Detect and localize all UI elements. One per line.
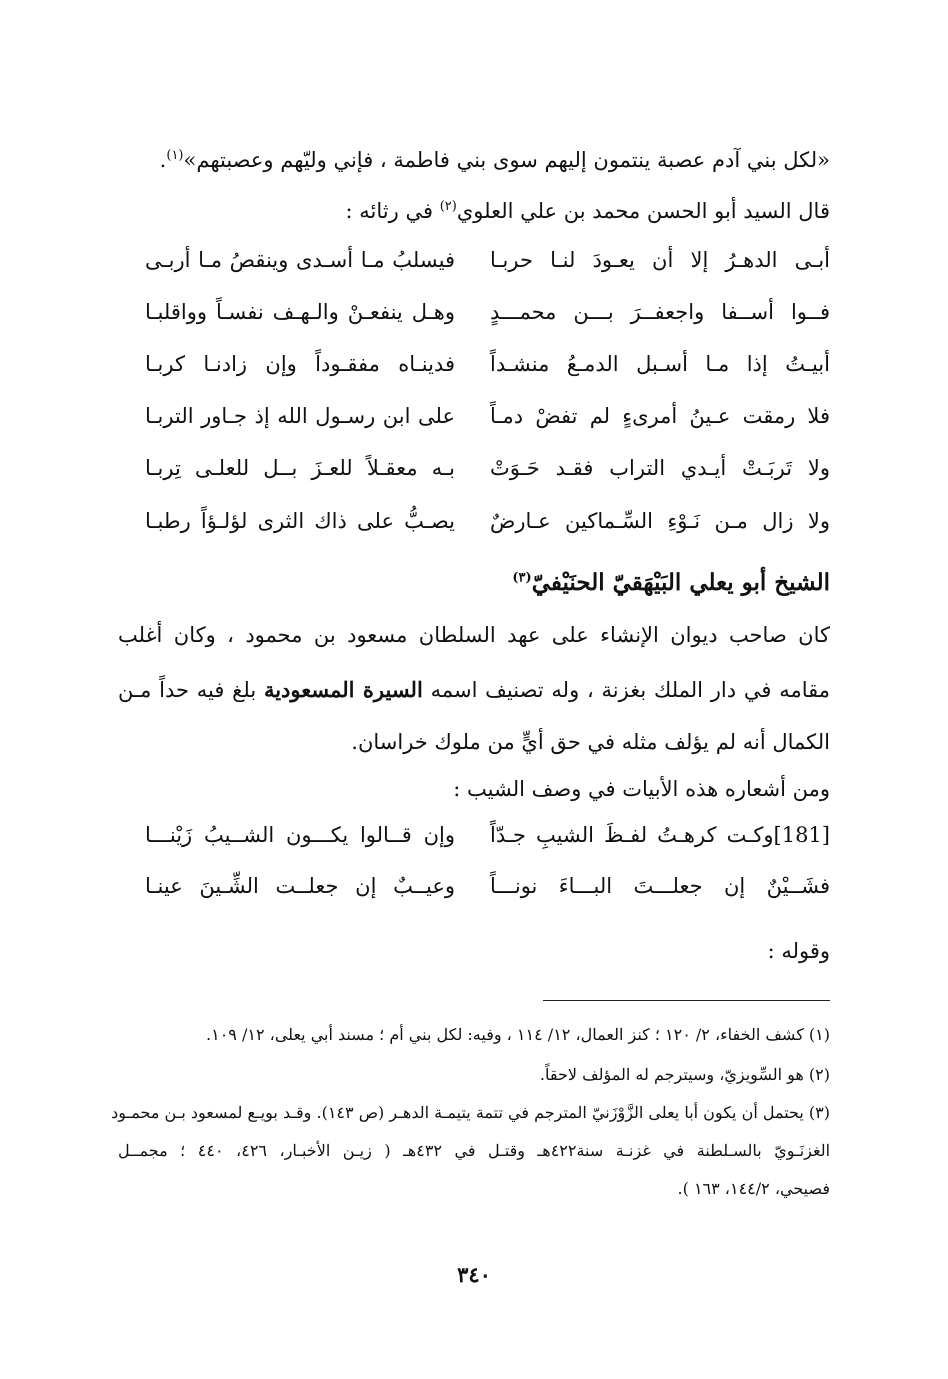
footnote-3-cont: الغزنَـويّ بالسـلطنة في غزنـة سنة٤٢٢هـ وقتـل في ٤٣٢هـ ( زيـن الأخبـار، ٤٢٦، ٤٤٠ ؛ مجمــل — [118, 1141, 831, 1160]
verse-first-hemistich: ولا تَربَـتْ أيـدي التراب فقـد حَـوَتْ — [490, 456, 830, 480]
hadith-quote — [95, 145, 830, 175]
bio-line — [118, 675, 830, 705]
poem1-verse — [95, 243, 830, 277]
footnote-2: (٢) هو السِّويزيّ، وسيترجم له المؤلف لاحقاً. — [539, 1065, 830, 1084]
bio-line: كان صاحب ديوان الإنشاء على عهد السلطان مسعود بن محمود ، وكان أغلب — [118, 623, 830, 647]
poem1-intro — [95, 196, 830, 226]
poem1-intro-text: قال السيد أبو الحسن محمد بن علي العلوي — [456, 199, 830, 223]
footnote-separator — [543, 1000, 830, 1001]
hadith-end: . — [159, 148, 167, 172]
bio-line-part: بلغ فيه حداً مـن — [118, 678, 264, 702]
poem1-verse — [95, 504, 830, 538]
poem2-verse — [95, 818, 830, 852]
verse-first-hemistich: فلا رمقت عـينُ أمرىءٍ لم تفضْ دمـاً — [490, 404, 830, 428]
poem2-intro: ومن أشعاره هذه الأبيات في وصف الشيب : — [453, 777, 830, 801]
footnote-1: (١) كشف الخفاء، ٢/ ١٢٠ ؛ كنز العمال، ١٢/ ١١٤ ، وفيه: لكل بني أم ؛ مسند أبي يعلى، ١٢/ ١٠٩. — [206, 1025, 830, 1044]
verse-second-hemistich: وعيــبٌ إن جعلــت الشِّـينَ عينـا — [145, 874, 455, 898]
bio-line: الكمال أنه لم يؤلف مثله في حق أيٍّ من ملوك خراسان. — [351, 730, 830, 754]
section-heading — [300, 566, 830, 600]
poem1-verse — [95, 347, 830, 381]
poem3-intro: وقوله : — [767, 939, 830, 963]
footnote-ref-3: (٣) — [512, 570, 532, 586]
verse-second-hemistich: وهـل ينفعـنْ والـهـف نفسـاً وواقلبـا — [145, 300, 455, 324]
poem1-intro-end: في رثائه : — [345, 199, 440, 223]
page-number: ٣٤٠ — [457, 1262, 491, 1287]
poem2-verse — [95, 869, 830, 903]
verse-first-hemistich: ولا زال مـن نَـوْءِ السِّـماكين عـارضٌ — [490, 509, 830, 533]
footnote-3: (٣) يحتمل أن يكون أبا يعلى الزَّوْزَنيّ المترجم في تتمة يتيمـة الدهـر (ص ١٤٣). وقـد بويـع لمسعود بـن محمـود — [111, 1103, 830, 1122]
verse-second-hemistich: على ابن رسـول الله إذ جـاور التربـا — [145, 404, 455, 428]
verse-first-hemistich: [181]وكـت كرهـتُ لفـظَ الشيبِ جـدّاً — [490, 823, 830, 847]
hadith-text: «لكل بني آدم عصبة ينتمون إليهم سوى بني فاطمة ، فإني وليّهم وعصبتهم» — [183, 148, 830, 172]
poem1-verse — [95, 399, 830, 433]
book-title: السيرة المسعودية — [263, 677, 423, 702]
verse-first-hemistich: أبـى الدهـرُ إلا أن يعـودَ لنـا حربـا — [490, 248, 830, 272]
verse-second-hemistich: بـه معقـلاً للعـزَ بــل للعلـى تِربـا — [145, 456, 455, 480]
verse-first-hemistich: أبيـتُ إذا مـا أسـبل الدمـعُ منشـداً — [490, 352, 830, 376]
footnote-ref-2: (٢) — [439, 199, 457, 214]
verse-second-hemistich: فدينـاه مفقـوداً وإن زادنـا كربـا — [145, 352, 455, 376]
verse-second-hemistich: يصـبُّ على ذاك الثرى لؤلـؤاً رطبـا — [145, 509, 455, 533]
poem1-verse — [95, 451, 830, 485]
bio-line-part: مقامه في دار الملك بغزنة ، وله تصنيف اسمه — [422, 678, 830, 702]
poem1-verse — [95, 295, 830, 329]
verse-second-hemistich: وإن قــالوا يكـــون الشــيبُ زَيْنـــا — [145, 823, 455, 847]
section-heading-text: الشيخ أبو يعلي البَيْهَقيّ الحنَيْفيّ — [531, 569, 830, 596]
verse-first-hemistich: فشَــيْنٌ إن جعلـــتَ البـــاءَ نونـــاً — [490, 874, 830, 898]
verse-second-hemistich: فيسلبُ مـا أسـدى وينقصُ مـا أربـى — [145, 248, 455, 272]
footnote-ref-1: (١) — [166, 148, 184, 163]
footnote-3-cont: فصيحي، ١٤٤/٢، ١٦٣ ). — [677, 1179, 830, 1198]
verse-first-hemistich: فــوا أســفا واجعفــرَ بـــن محمـــدٍ — [490, 300, 830, 324]
